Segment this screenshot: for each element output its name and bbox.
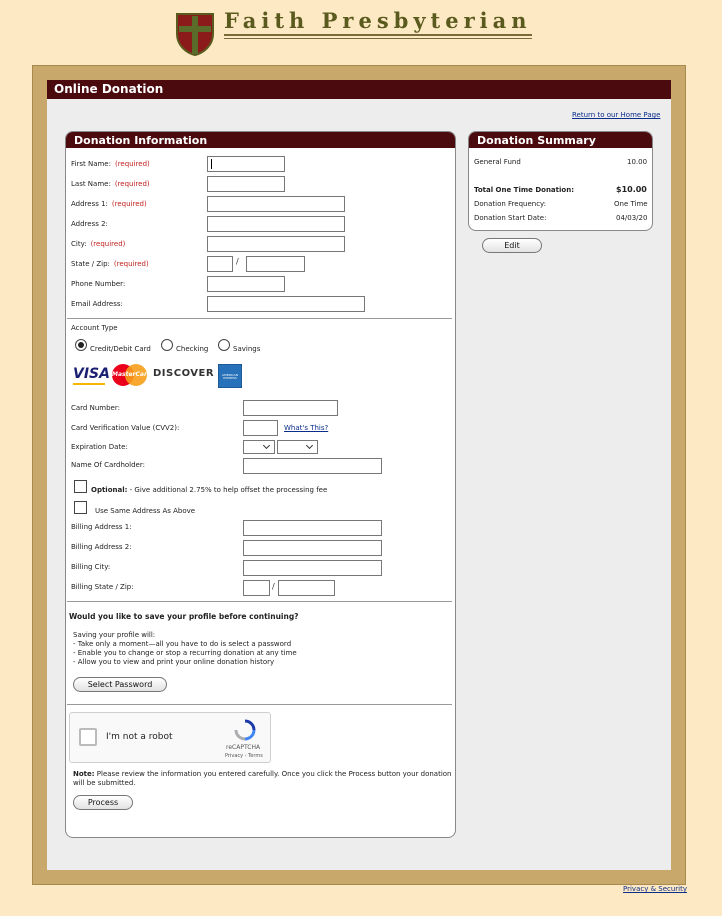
state-zip-label: State / Zip: (required) xyxy=(71,260,149,268)
billing-address2-input[interactable] xyxy=(243,540,382,556)
processing-fee-checkbox[interactable] xyxy=(74,480,87,493)
frequency-label: Donation Frequency: xyxy=(474,200,547,208)
brand-rule-thin xyxy=(224,38,532,39)
first-name-input[interactable] xyxy=(207,156,285,172)
section-divider xyxy=(67,601,452,602)
recaptcha-icon xyxy=(234,719,256,741)
text-cursor xyxy=(211,159,212,169)
recaptcha-widget xyxy=(69,712,271,763)
privacy-security-link[interactable]: Privacy & Security xyxy=(623,885,687,893)
processing-fee-label: Optional: - Give additional 2.75% to help offset the processing fee xyxy=(91,486,328,494)
same-address-checkbox[interactable] xyxy=(74,501,87,514)
billing-address2-label: Billing Address 2: xyxy=(71,543,132,551)
visa-stripe xyxy=(73,383,105,385)
phone-label: Phone Number: xyxy=(71,280,126,288)
last-name-label: Last Name: (required) xyxy=(71,180,150,188)
billing-address1-label: Billing Address 1: xyxy=(71,523,132,531)
brand-name: Faith Presbyterian xyxy=(224,8,532,33)
mastercard-logo: MasterCard xyxy=(112,364,148,386)
cvv-input[interactable] xyxy=(243,420,278,436)
card-number-label: Card Number: xyxy=(71,404,120,412)
fund-label: General Fund xyxy=(474,158,521,166)
city-input[interactable] xyxy=(207,236,345,252)
donation-summary-title: Donation Summary xyxy=(469,132,652,148)
city-label: City: (required) xyxy=(71,240,126,248)
return-home-link[interactable]: Return to our Home Page xyxy=(572,111,661,119)
same-address-label: Use Same Address As Above xyxy=(95,507,196,515)
save-profile-intro: Saving your profile will: xyxy=(73,631,156,639)
donation-information-title: Donation Information xyxy=(66,132,455,148)
address1-label: Address 1: (required) xyxy=(71,200,147,208)
savings-label: Savings xyxy=(233,345,261,353)
process-button[interactable]: Process xyxy=(73,795,133,810)
brand-rule xyxy=(224,34,532,36)
state-zip-separator: / xyxy=(236,257,239,266)
recaptcha-label: I'm not a robot xyxy=(106,732,173,742)
start-date-label: Donation Start Date: xyxy=(474,214,547,222)
amex-logo: AMERICAN EXPRESS xyxy=(218,364,242,388)
address1-input[interactable] xyxy=(207,196,345,212)
billing-state-zip-label: Billing State / Zip: xyxy=(71,583,134,591)
review-note: Note: Please review the information you entered carefully. Once you click the Process button your donation will be submitted. xyxy=(73,770,452,787)
total-label: Total One Time Donation: xyxy=(474,186,574,194)
billing-zip-input[interactable] xyxy=(278,580,335,596)
fund-value: 10.00 xyxy=(627,158,648,166)
address2-input[interactable] xyxy=(207,216,345,232)
save-profile-description xyxy=(73,631,297,667)
save-profile-bullet: - Enable you to change or stop a recurring donation at any time xyxy=(73,649,297,657)
page-title: Online Donation xyxy=(47,80,671,99)
billing-address1-input[interactable] xyxy=(243,520,382,536)
recaptcha-brand: reCAPTCHA xyxy=(226,744,261,751)
church-shield-icon xyxy=(175,12,215,56)
credit-card-label: Credit/Debit Card xyxy=(90,345,151,353)
billing-city-input[interactable] xyxy=(243,560,382,576)
checking-label: Checking xyxy=(176,345,209,353)
last-name-input[interactable] xyxy=(207,176,285,192)
recaptcha-links[interactable]: Privacy - Terms xyxy=(225,753,263,759)
savings-radio[interactable] xyxy=(218,339,230,351)
section-divider xyxy=(67,704,452,705)
credit-card-radio[interactable] xyxy=(75,339,87,351)
email-label: Email Address: xyxy=(71,300,123,308)
select-password-button[interactable]: Select Password xyxy=(73,677,167,692)
address2-label: Address 2: xyxy=(71,220,108,228)
cardholder-label: Name Of Cardholder: xyxy=(71,461,145,469)
zip-input[interactable] xyxy=(246,256,305,272)
first-name-label: First Name: (required) xyxy=(71,160,150,168)
edit-button[interactable]: Edit xyxy=(482,238,542,253)
total-value: $10.00 xyxy=(616,185,647,194)
expiration-year-select[interactable] xyxy=(277,440,318,454)
cvv-label: Card Verification Value (CVV2): xyxy=(71,424,180,432)
discover-logo: DISCOVER xyxy=(153,368,215,379)
card-number-input[interactable] xyxy=(243,400,338,416)
expiration-month-select[interactable] xyxy=(243,440,275,454)
state-input[interactable] xyxy=(207,256,233,272)
email-input[interactable] xyxy=(207,296,365,312)
visa-logo: VISA xyxy=(73,365,107,385)
save-profile-question: Would you like to save your profile before continuing? xyxy=(69,612,299,621)
expiration-label: Expiration Date: xyxy=(71,443,128,451)
save-profile-bullet: - Take only a moment—all you have to do is select a password xyxy=(73,640,292,648)
save-profile-bullet: - Allow you to view and print your online donation history xyxy=(73,658,275,666)
site-header xyxy=(0,0,722,60)
section-divider xyxy=(67,318,452,319)
frequency-value: One Time xyxy=(614,200,648,208)
start-date-value: 04/03/20 xyxy=(616,214,648,222)
cardholder-input[interactable] xyxy=(243,458,382,474)
billing-state-input[interactable] xyxy=(243,580,270,596)
account-type-label: Account Type xyxy=(71,324,118,332)
checking-radio[interactable] xyxy=(161,339,173,351)
billing-state-zip-separator: / xyxy=(272,582,275,591)
recaptcha-checkbox[interactable] xyxy=(79,728,97,746)
whats-this-link[interactable]: What's This? xyxy=(284,424,329,432)
phone-input[interactable] xyxy=(207,276,285,292)
billing-city-label: Billing City: xyxy=(71,563,111,571)
